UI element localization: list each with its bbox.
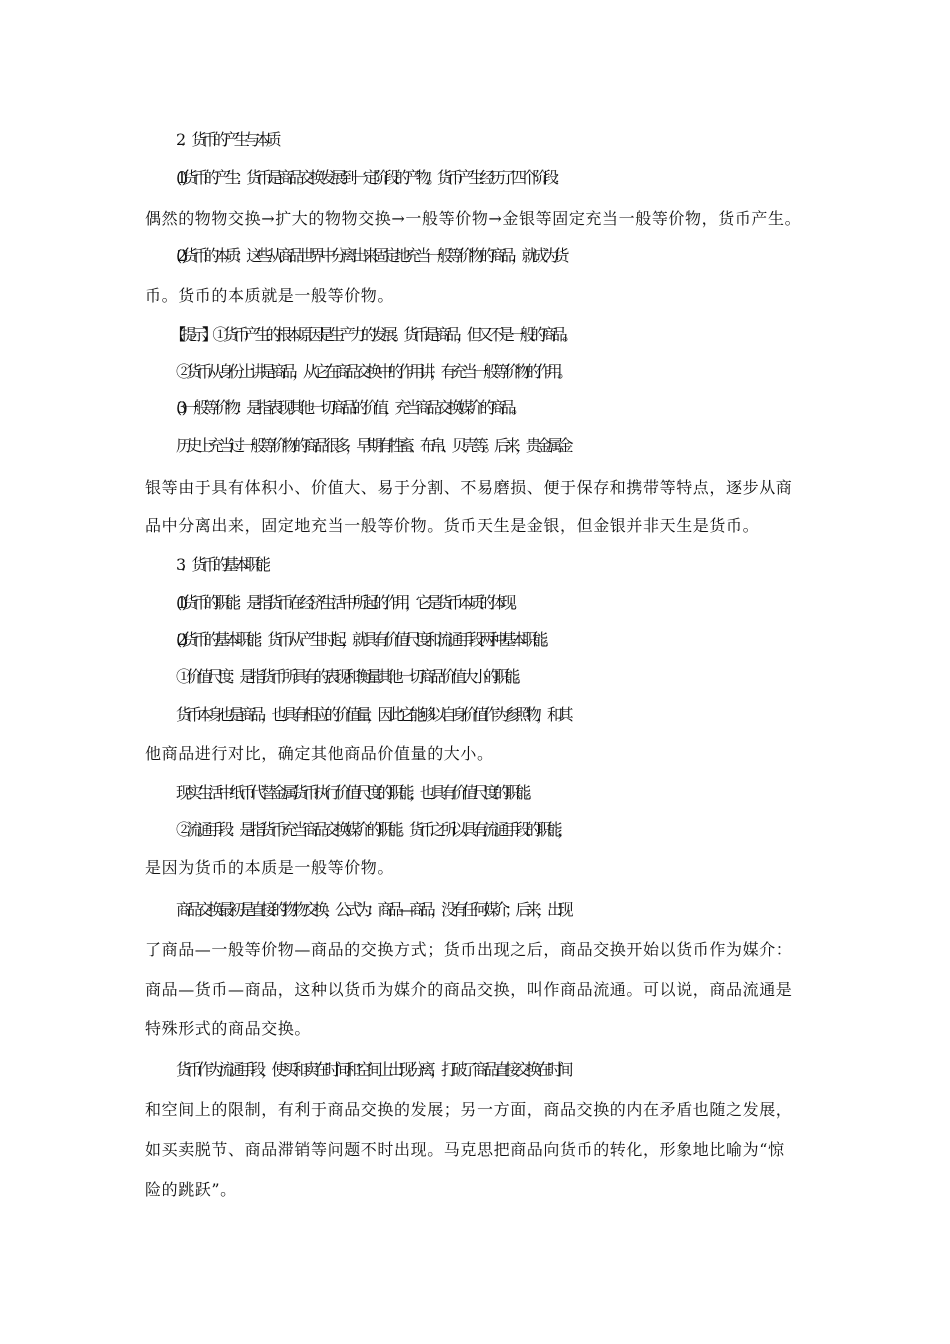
paragraph-line: 商品交换最初是直接的物物交换，公式为：商品—商品，没有任何媒介；后来，出现 [176,900,569,919]
paragraph-line: 险的跳跃”。 [145,1180,237,1199]
paragraph-line: 特殊形式的商品交换。 [145,1019,312,1038]
paragraph-line: 银等由于具有体积小、价值大、易于分割、不易磨损、便于保存和携带等特点，逐步从商 [145,478,793,497]
tip-line: 【提示】①货币产生的根本原因是生产力的发展。货币是商品，但又不是一般的商品。 [170,325,573,344]
section-heading-2: 2．货币的产生与本质 [176,130,277,149]
paragraph-line: 偶然的物物交换→扩大的物物交换→一般等价物→金银等固定充当一般等价物，货币产生。 [145,209,802,228]
paragraph-line: (1)货币的职能：是指货币在经济生活中所起的作用，它是货币本质的体现。 [176,593,522,612]
paragraph-line: 了商品—一般等价物—商品的交换方式；货币出现之后，商品交换开始以货币作为媒介： [145,940,793,959]
paragraph-line: (1)货币的产生：货币是商品交换发展到一定阶段的产物。货币产生经历了四个阶段： [176,168,565,187]
paragraph-line: 商品—货币—商品，这种以货币为媒介的商品交换，叫作商品流通。可以说，商品流通是 [145,980,793,999]
paragraph-line: 是因为货币的本质是一般等价物。 [145,858,395,877]
paragraph-line: ① 价值尺度：是指货币所具有的表现和衡量其他一切商品价值大小的职能。 [176,667,526,686]
paragraph-line: ② 货币从身份上讲是商品，从它在商品交换中的作用讲，有充当一般等价物的作用。 [176,362,568,381]
paragraph-line: ② 流通手段：是指货币充当商品交换媒介的职能。货币之所以具有流通手段的职能， [176,820,568,839]
paragraph-line: (2)货币的本质：这些从商品世界中分离出来固定地充当一般等价物的商品，就成为货 [176,246,565,265]
section-heading-3: 3．货币的基本职能 [176,555,266,574]
paragraph-line: 历史上充当过一般等价物的商品很多，早期有牲畜、布帛、贝壳等。后来，贵金属金 [176,436,569,455]
paragraph-line: 币。货币的本质就是一般等价物。 [145,286,395,305]
paragraph-line: (3)一般等价物：是指表现其他一切商品的价值，充当商品交换媒介的商品。 [176,398,522,417]
paragraph-line: 货币作为流通手段，使买和卖在时间和空间上出现分离，打破了商品直接交换在时间 [176,1060,569,1079]
paragraph-line: 品中分离出来，固定地充当一般等价物。货币天生是金银，但金银并非天生是货币。 [145,516,760,535]
paragraph-line: 如买卖脱节、商品滞销等问题不时出现。马克思把商品向货币的转化，形象地比喻为“惊 [145,1140,785,1159]
paragraph-line: (2)货币的基本职能：货币从产生时起，就具有价值尺度和流通手段两种基本职能。 [176,630,554,649]
paragraph-line: 货币本身也是商品，也具有相应的价值量，因此它能够以自身价值作为参照物，和其 [176,705,569,724]
paragraph-line: 他商品进行对比，确定其他商品价值量的大小。 [145,744,494,763]
paragraph-line: 和空间上的限制，有利于商品交换的发展；另一方面，商品交换的内在矛盾也随之发展， [145,1100,793,1119]
paragraph-line: 现实生活中纸币代替金属货币执行价值尺度的职能，也具有价值尺度的职能。 [176,783,537,802]
